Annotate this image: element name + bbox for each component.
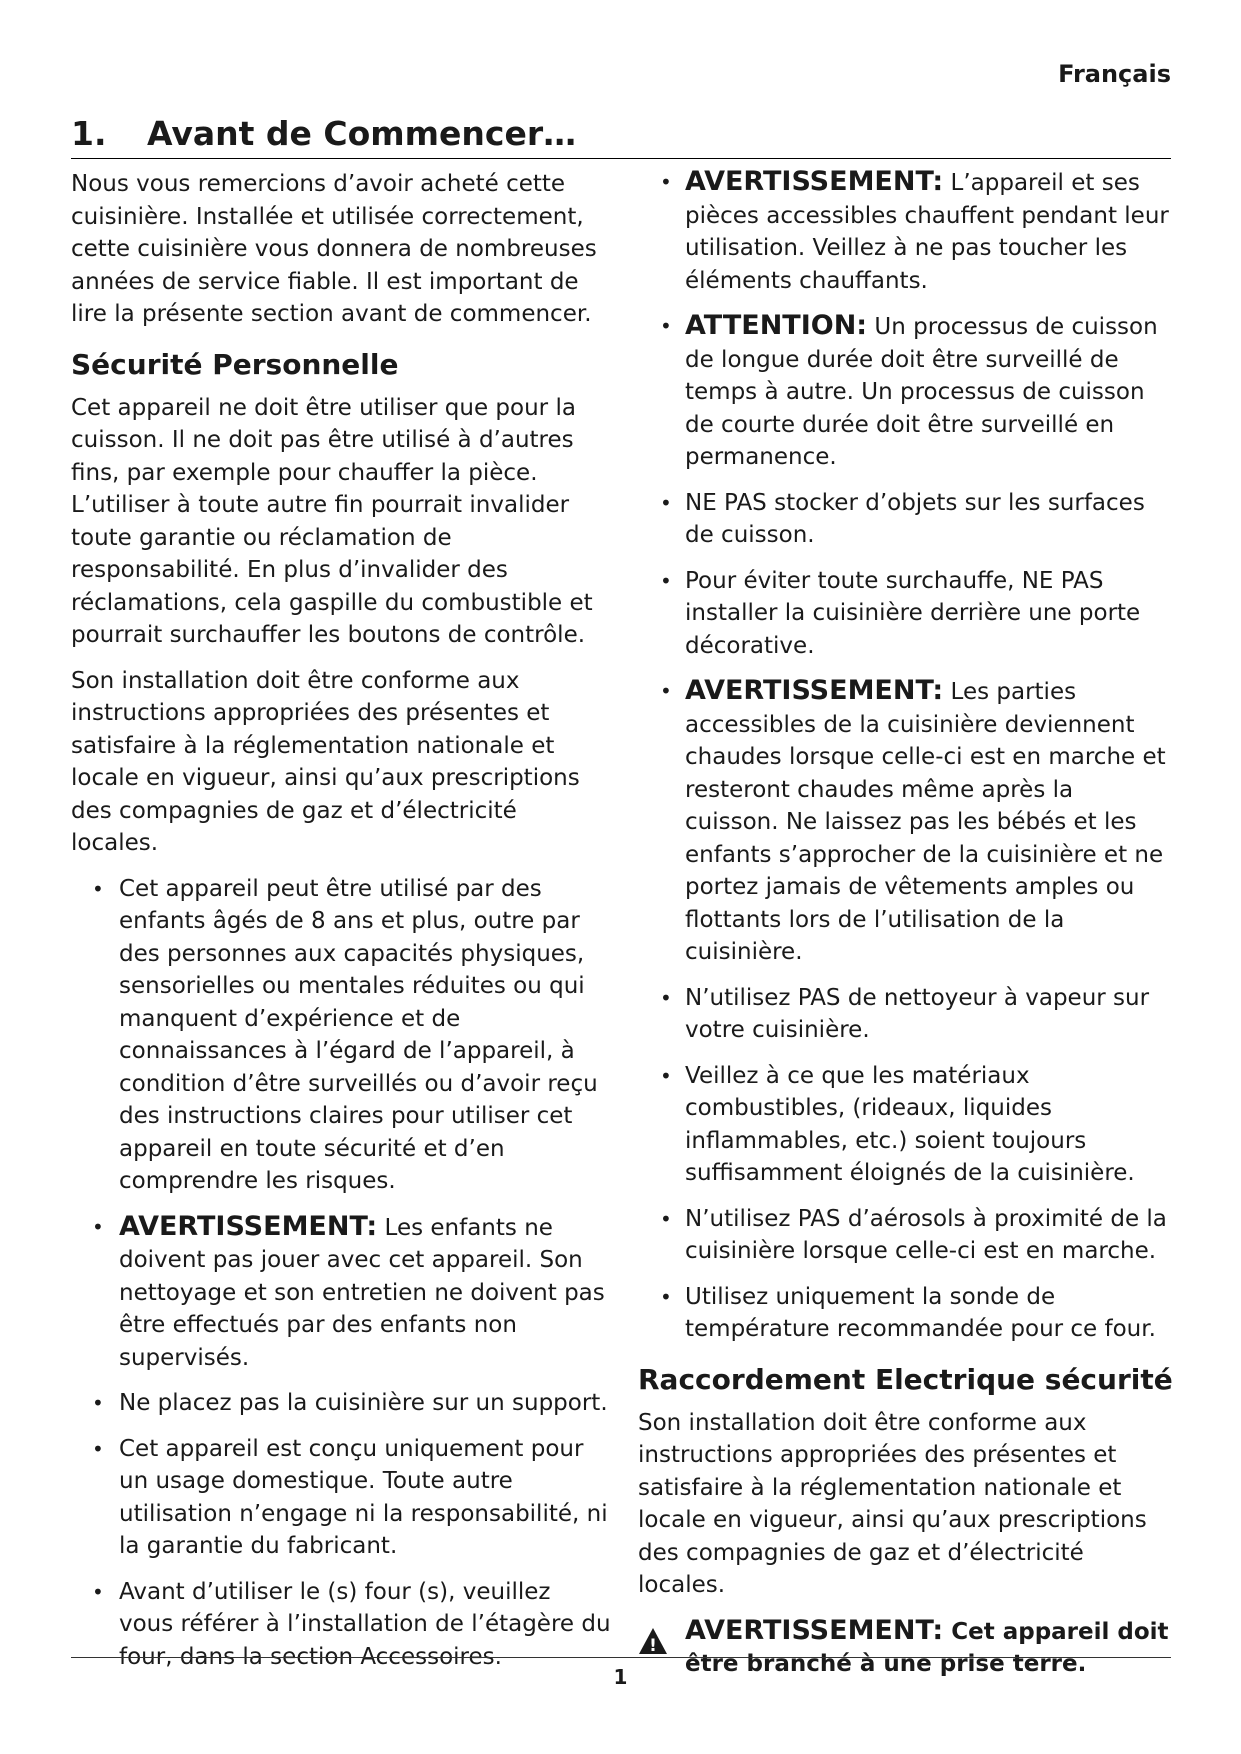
warning-label: AVERTISSEMENT: [685,675,944,706]
right-column [638,166,1173,1681]
bullet-text: Un processus de cuisson de longue durée doit être surveillé de temps à autre. Un processus de cuisson de courte durée doit être surveillé en permanence. [685,314,1158,470]
section-title-text: Avant de Commencer… [147,114,577,153]
bullet-text: NE PAS stocker d’objets sur les surfaces de cuisson. [685,489,1145,548]
list-item [638,166,1173,297]
list-item [638,1281,1173,1346]
caution-label: ATTENTION: [685,310,868,341]
bullet-text: Ne placez pas la cuisinière sur un support. [119,1390,608,1416]
list-item [638,982,1173,1047]
warning-triangle-icon [638,1627,668,1655]
warning-label: AVERTISSEMENT: [685,1614,944,1646]
warning-label: AVERTISSEMENT: [685,166,944,197]
list-item [71,873,611,1198]
bullet-icon: • [92,876,104,901]
bullet-text: Cet appareil est conçu uniquement pour un usage domestique. Toute autre utilisation n’engage ni la responsabilité, ni la garantie du fabricant. [119,1435,608,1559]
bullet-text: N’utilisez PAS d’aérosols à proximité de la cuisinière lorsque celle-ci est en marche. [685,1205,1167,1264]
bullet-icon: • [660,170,672,194]
warning-glyph: ! [649,1635,657,1655]
bullet-text: Les enfants ne doivent pas jouer avec cet appareil. Son nettoyage et son entretien ne doivent pas être effectués par des enfants non supervisés. [119,1214,605,1371]
list-item [71,1576,611,1674]
section-number: 1. [71,114,107,153]
safety-heading: Sécurité Personnelle [71,347,399,381]
bullet-text: L’appareil et ses pièces accessibles chauffent pendant leur utilisation. Veillez à ne pas toucher les éléments chauffants. [685,170,1169,294]
bullet-text: N’utilisez PAS de nettoyeur à vapeur sur votre cuisinière. [685,984,1150,1043]
bullet-text: Avant d’utiliser le (s) four (s), veuillez vous référer à l’installation de l’étagère du four, dans la section Accessoires. [119,1578,611,1670]
right-bullet-list [638,166,1173,1346]
usage-paragraph: Cet appareil ne doit être utiliser que pour la cuisson. Il ne doit pas être utilisé à d’autres fins, par exemple pour chauffer la pièce. L’utiliser à toute autre fin pourrait invalider toute garantie ou réclamation de responsabilité. En plus d’invalider des réclamations, cela gaspille du combustible et pourrait surchauffer les boutons de contrôle. [71,394,593,648]
bullet-icon: • [660,1206,672,1231]
intro-paragraph: Nous vous remercions d’avoir acheté cette cuisinière. Installée et utilisée correctement, cette cuisinière vous donnera de nombreuses années de service fiable. Il est important de lire la présente section avant de commencer. [71,171,597,327]
bullet-icon: • [92,1579,104,1604]
page-number: 1 [613,1665,628,1689]
bullet-icon: • [92,1214,104,1239]
language-label: Français [1058,60,1171,88]
bullet-icon: • [660,314,672,338]
bullet-icon: • [660,679,672,703]
list-item [71,1433,611,1563]
list-item [638,675,1173,969]
installation-paragraph: Son installation doit être conforme aux instructions appropriées des présentes et satisfaire à la réglementation nationale et locale en vigueur, ainsi qu’aux prescriptions des compagnies de gaz et d’électricité locales. [71,667,580,856]
electrical-paragraph: Son installation doit être conforme aux instructions appropriées des présentes et satisfaire à la réglementation nationale et locale en vigueur, ainsi qu’aux prescriptions des compagnies de gaz et d’électricité locales. [638,1409,1147,1598]
left-column [71,168,611,1686]
bullet-icon: • [660,1063,672,1088]
bullet-icon: • [660,568,672,593]
bullet-icon: • [92,1436,104,1461]
list-item [71,1387,611,1420]
bullet-text: Cet appareil peut être utilisé par des enfants âgés de 8 ans et plus, outre par des personnes aux capacités physiques, sensorielles ou mentales réduites ou qui manquent d’expérience et de connaissances à l’égard de l’appareil, à condition d’être surveillés ou d’avoir reçu des instructions claires pour utiliser cet appareil en toute sécurité et d’en comprendre les risques. [119,875,598,1194]
section-title [71,114,1171,159]
bullet-text: Veillez à ce que les matériaux combustibles, (rideaux, liquides inflammables, etc.) soient toujours suffisamment éloignés de la cuisinière. [685,1062,1135,1186]
list-item [638,310,1173,474]
list-item [638,565,1173,663]
bullet-text: Pour éviter toute surchauffe, NE PAS installer la cuisinière derrière une porte décorative. [685,567,1141,659]
bullet-icon: • [660,985,672,1010]
warning-label: AVERTISSEMENT: [119,1210,378,1242]
list-item [638,1203,1173,1268]
bullet-icon: • [92,1391,104,1415]
bullet-text: Les parties accessibles de la cuisinière deviennent chaudes lorsque celle-ci est en marche et resteront chaudes même après la cuisson. Ne laissez pas les bébés et les enfants s’approcher de la cuisinière et ne portez jamais de vêtements amples ou flottants lors de l’utilisation de la cuisinière. [685,679,1166,965]
bullet-icon: • [660,490,672,515]
electrical-heading: Raccordement Electrique sécurité [638,1362,1173,1396]
warning-text: Cet appareil doit être branché à une prise terre. [685,1618,1169,1677]
list-item [71,1211,611,1375]
list-item [638,1060,1173,1190]
bullet-icon: • [660,1284,672,1309]
bullet-text: Utilisez uniquement la sonde de température recommandée pour ce four. [685,1283,1156,1342]
left-bullet-list [71,873,611,1674]
footer-divider [71,1657,1171,1658]
list-item [638,487,1173,552]
